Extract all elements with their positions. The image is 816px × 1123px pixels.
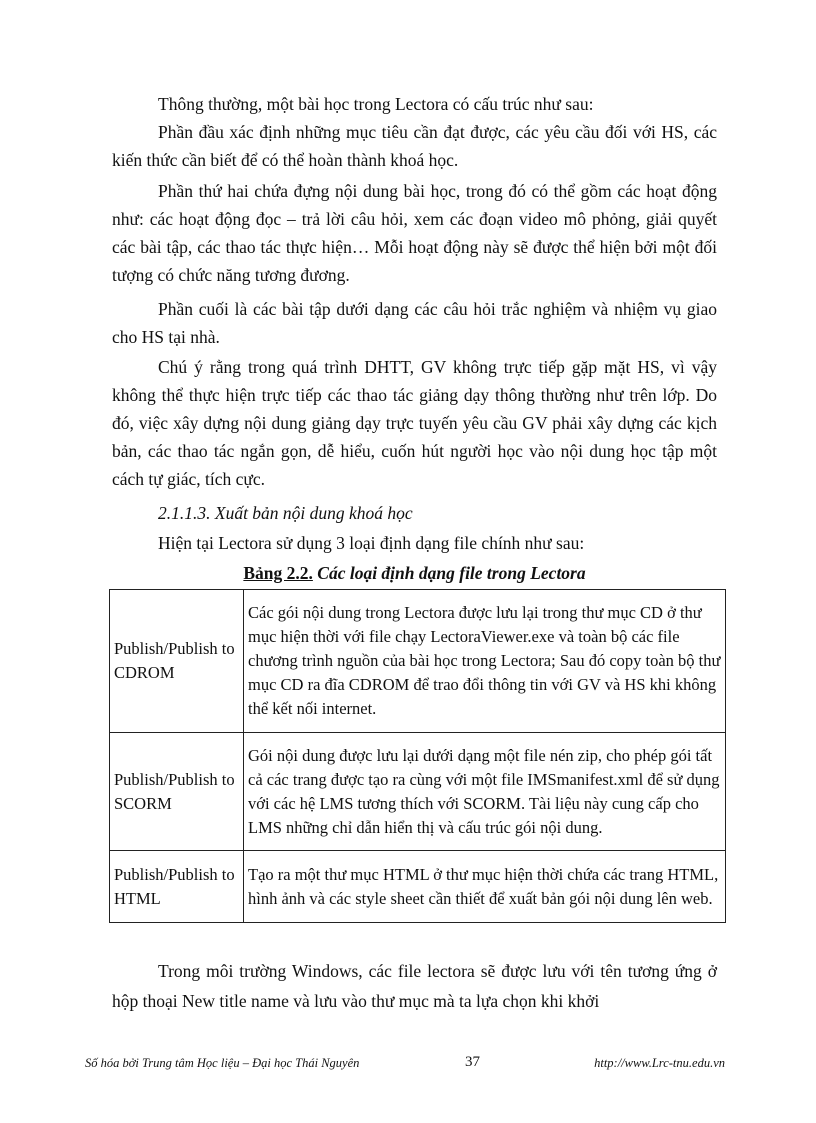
paragraph-part-three: Phần cuối là các bài tập dưới dạng các câu hỏi trắc nghiệm và nhiệm vụ giao cho HS tại nhà. — [112, 299, 717, 347]
format-description-cell: Các gói nội dung trong Lectora được lưu lại trong thư mục CD ở thư mục hiện thời với file chạy LectoraViewer.exe và toàn bộ các file chương trình nguồn của bài học trong Lectora; Sau đó copy toàn bộ thư mục CD ra đĩa CDROM để trao đổi thông tin với GV và HS khi không thể kết nối internet. — [244, 590, 726, 733]
page-number: 37 — [465, 1054, 480, 1070]
table-row — [110, 733, 726, 851]
paragraph-windows: Trong môi trường Windows, các file lectora sẽ được lưu với tên tương ứng ở hộp thoại New title name và lưu vào thư mục mà ta lựa chọn khi khởi — [112, 961, 717, 1011]
format-name-cell: Publish/Publish to HTML — [110, 851, 244, 923]
table-caption — [112, 561, 717, 585]
table-row — [110, 851, 726, 923]
table-row — [110, 590, 726, 733]
format-description-cell: Tạo ra một thư mục HTML ở thư mục hiện thời chứa các trang HTML, hình ảnh và các style sheet cần thiết để xuất bản gói nội dung lên web. — [244, 851, 726, 923]
paragraph-note: Chú ý rằng trong quá trình DHTT, GV không trực tiếp gặp mặt HS, vì vậy không thể thực hiện trực tiếp các thao tác giảng dạy thông thường như trên lớp. Do đó, việc xây dựng nội dung giảng dạy trực tuyến yêu cầu GV phải xây dựng các kịch bản, các thao tác ngắn gọn, dễ hiểu, cuốn hút người học vào nội dung học tập một cách tự giác, tích cực. — [112, 357, 717, 489]
paragraph-intro: Thông thường, một bài học trong Lectora có cấu trúc như sau: — [158, 94, 594, 114]
table-caption-title: Các loại định dạng file trong Lectora — [317, 563, 586, 583]
file-formats-table — [109, 589, 726, 923]
footer-url: http://www.Lrc-tnu.edu.vn — [594, 1056, 725, 1070]
table-caption-label: Bảng 2.2. — [243, 563, 313, 583]
page-footer — [85, 1054, 725, 1076]
format-name-cell: Publish/Publish to CDROM — [110, 590, 244, 733]
section-heading: 2.1.1.3. Xuất bản nội dung khoá học — [158, 503, 413, 523]
paragraph-part-two: Phần thứ hai chứa đựng nội dung bài học, trong đó có thể gồm các hoạt động như: các hoạt động đọc – trả lời câu hỏi, xem các đoạn video mô phỏng, giải quyết các bài tập, các thao tác thực hiện… Mỗi hoạt động này sẽ được thể hiện bởi một đối tượng có chức năng tương đương. — [112, 181, 717, 285]
paragraph-part-one: Phần đầu xác định những mục tiêu cần đạt được, các yêu cầu đối với HS, các kiến thức cần biết để có thể hoàn thành khoá học. — [112, 122, 717, 170]
footer-source: Số hóa bởi Trung tâm Học liệu – Đại học Thái Nguyên — [85, 1056, 360, 1070]
paragraph-formats-intro: Hiện tại Lectora sử dụng 3 loại định dạng file chính như sau: — [158, 533, 585, 553]
format-name-cell: Publish/Publish to SCORM — [110, 733, 244, 851]
format-description-cell: Gói nội dung được lưu lại dưới dạng một file nén zip, cho phép gói tất cả các trang được tạo ra cùng với một file IMSmanifest.xml để sử dụng với các hệ LMS tương thích với SCORM. Tài liệu này cung cấp cho LMS những chỉ dẫn hiển thị và cấu trúc gói nội dung. — [244, 733, 726, 851]
